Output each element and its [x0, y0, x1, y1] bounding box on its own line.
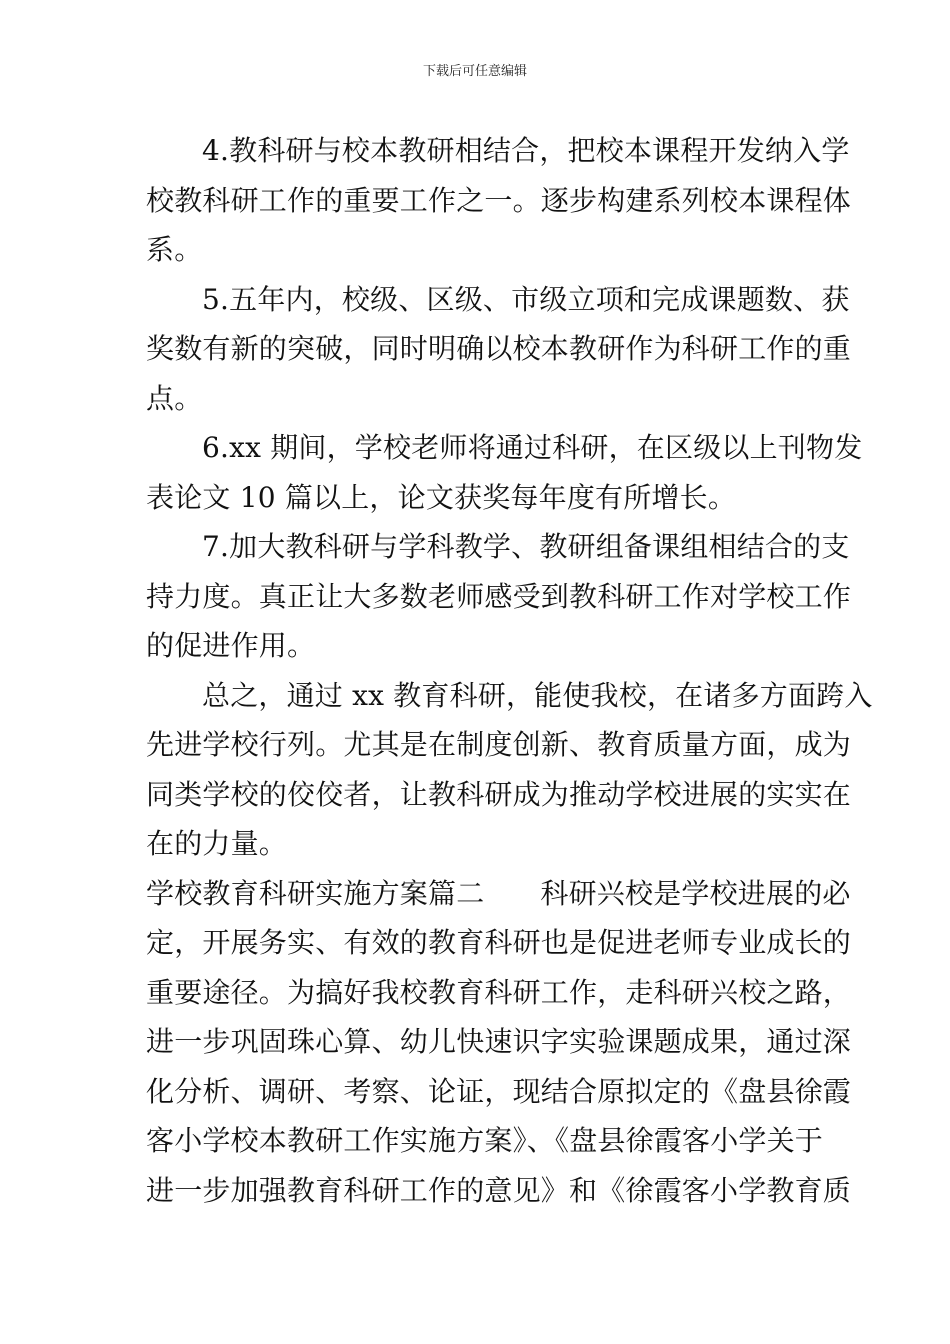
text-line: 化分析、调研、考察、论证，现结合原拟定的《盘县徐霞: [146, 1074, 852, 1108]
section-heading: 学校教育科研实施方案篇二: [146, 876, 485, 910]
text-line: 的促进作用。: [146, 629, 316, 662]
text-line: 定，开展务实、有效的教育科研也是促进老师专业成长的: [146, 926, 852, 959]
paragraph-item-4: [146, 126, 852, 275]
text-line: 奖数有新的突破，同时明确以校本教研作为科研工作的重: [146, 332, 852, 365]
paragraph-summary: [146, 671, 873, 869]
text-line: 同类学校的佼佼者，让教科研成为推动学校进展的实实在: [146, 777, 852, 811]
section-first-line-text: 科研兴校是学校进展的必: [540, 876, 851, 910]
text-line: 4.教科研与校本教研相结合，把校本课程开发纳入学: [202, 134, 850, 167]
text-line: 持力度。真正让大多数老师感受到教科研工作对学校工作: [146, 579, 852, 613]
paragraph-item-5: [146, 275, 852, 424]
text-line: 重要途径。为搞好我校教育科研工作，走科研兴校之路，: [146, 975, 852, 1009]
text-line: 进一步巩固珠心算、幼儿快速识字实验课题成果，通过深: [146, 1025, 852, 1058]
text-line: 6.xx 期间，学校老师将通过科研，在区级以上刊物发: [202, 431, 863, 464]
text-line: 5.五年内，校级、区级、市级立项和完成课题数、获: [202, 282, 850, 316]
section-first-line: [146, 869, 851, 919]
text-line: 7.加大教科研与学科教学、教研组备课组相结合的支: [202, 530, 850, 563]
section-two: [146, 869, 852, 1216]
text-line: 校教科研工作的重要工作之一。逐步构建系列校本课程体: [146, 183, 852, 217]
text-line: 进一步加强教育科研工作的意见》和《徐霞客小学教育质: [146, 1173, 852, 1207]
text-line: 总之，通过 xx 教育科研，能使我校，在诸多方面跨入: [202, 678, 873, 712]
text-line: 系。: [146, 233, 203, 266]
paragraph-item-7: [146, 522, 852, 671]
text-line: 表论文 10 篇以上，论文获奖每年度有所增长。: [146, 480, 737, 514]
text-line: 先进学校行列。尤其是在制度创新、教育质量方面，成为: [146, 728, 852, 761]
document-body: [146, 126, 873, 1215]
text-line: 点。: [146, 381, 203, 415]
text-line: 客小学校本教研工作实施方案》、《盘县徐霞客小学关于: [146, 1124, 824, 1157]
paragraph-item-6: [146, 423, 863, 522]
page-header: 下载后可任意编辑: [422, 64, 527, 79]
text-line: 在的力量。: [146, 827, 288, 860]
